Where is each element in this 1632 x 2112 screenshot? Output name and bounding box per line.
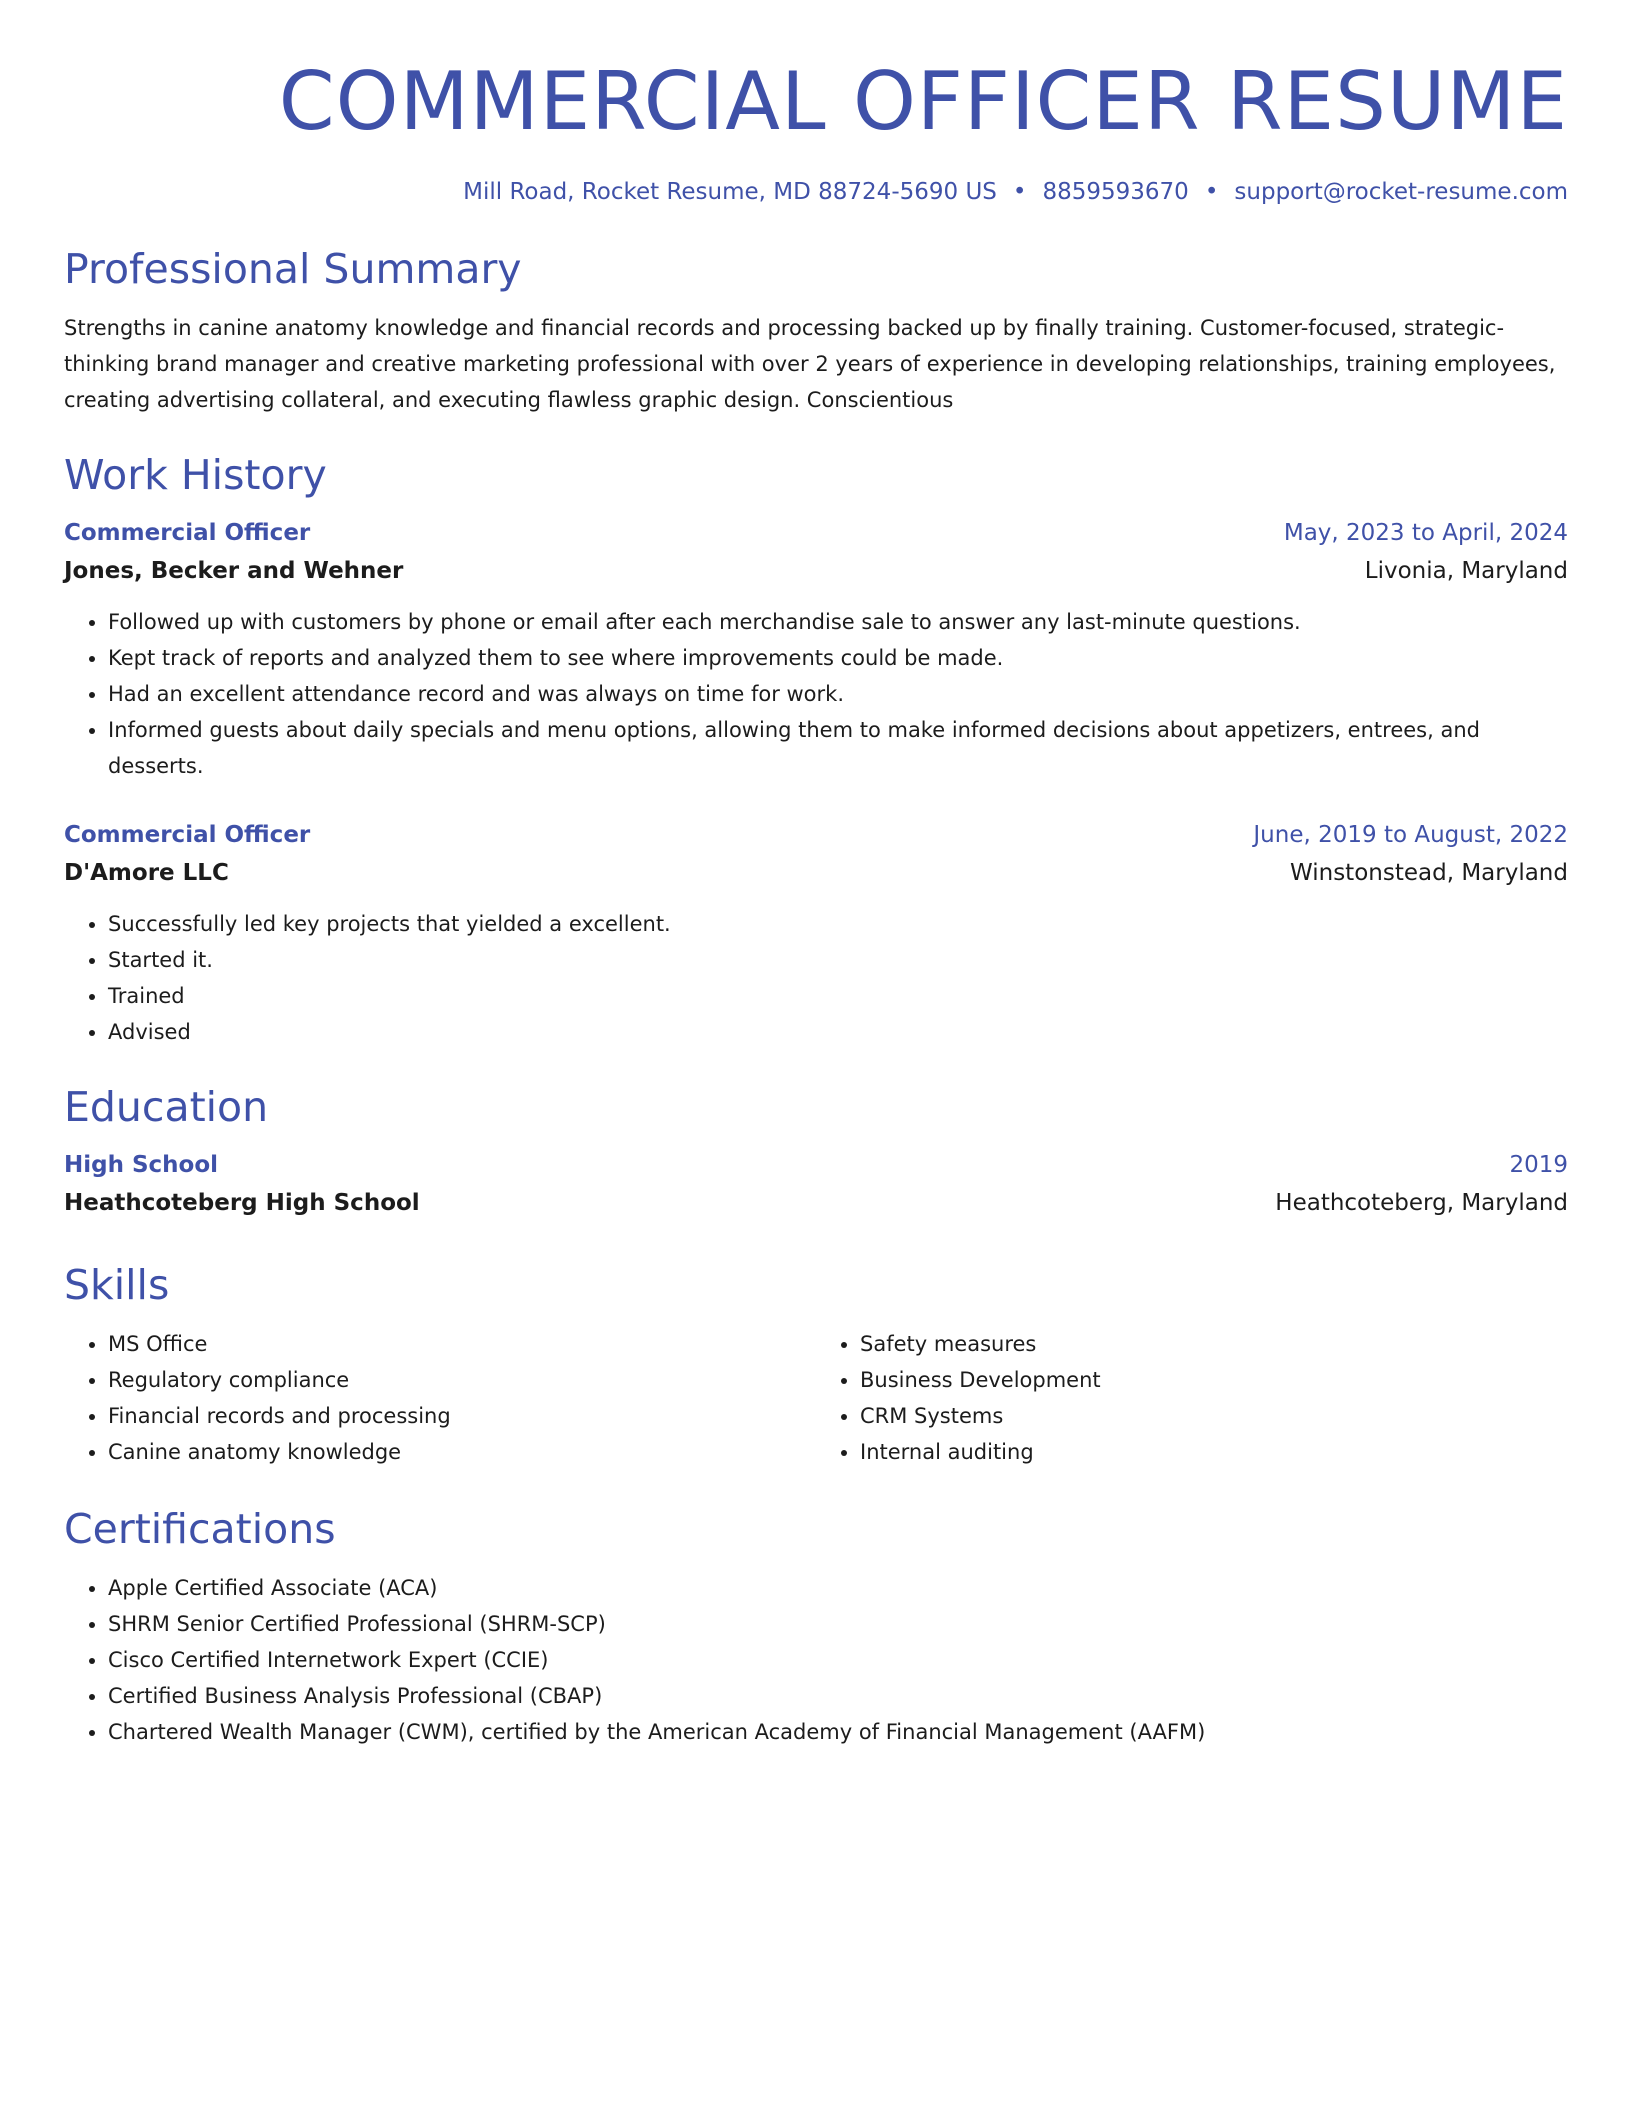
contact-address: Mill Road, Rocket Resume, MD 88724-5690 US [463, 179, 997, 205]
education-title-row [64, 1146, 1568, 1184]
education-school: Heathcoteberg High School [64, 1190, 420, 1216]
list-item: • SHRM Senior Certified Professional (SHRM-SCP) [108, 1606, 1568, 1642]
job-role: Commercial Officer [64, 822, 311, 848]
education-heading: Education [64, 1083, 269, 1131]
list-item: • Had an excellent attendance record and was always on time for work. [108, 676, 1568, 712]
list-item: • Trained [108, 978, 1568, 1014]
job-location: Livonia, Maryland [1364, 558, 1568, 584]
list-item: • Informed guests about daily specials and menu options, allowing them to make informed decisions about appetizers, entrees, and desserts. [108, 712, 1568, 784]
education-school-row [64, 1184, 1568, 1222]
education-degree: High School [64, 1152, 219, 1178]
list-item: • Followed up with customers by phone or email after each merchandise sale to answer any last-minute questions. [108, 604, 1568, 640]
list-item: • Financial records and processing [108, 1398, 816, 1434]
job-dates: May, 2023 to April, 2024 [1283, 520, 1568, 546]
skills-list-right [816, 1326, 1568, 1470]
certifications-heading: Certifications [64, 1505, 336, 1553]
list-item: • Advised [108, 1014, 1568, 1050]
list-item: • Chartered Wealth Manager (CWM), certified by the American Academy of Financial Management (AAFM) [108, 1714, 1568, 1750]
list-item: • Canine anatomy knowledge [108, 1434, 816, 1470]
list-item: • Started it. [108, 942, 1568, 978]
contact-separator: • [1012, 179, 1027, 205]
list-item: • Internal auditing [860, 1434, 1568, 1470]
education-entry [64, 1146, 1568, 1222]
contact-phone: 8859593670 [1042, 179, 1189, 205]
job-title-row [64, 816, 1568, 854]
job-bullets [64, 906, 1568, 1050]
job-company-row [64, 552, 1568, 590]
list-item: • Kept track of reports and analyzed them to see where improvements could be made. [108, 640, 1568, 676]
list-item: • Regulatory compliance [108, 1362, 816, 1398]
job-title-row [64, 514, 1568, 552]
job-dates: June, 2019 to August, 2022 [1253, 822, 1568, 848]
skills-grid [64, 1326, 1568, 1470]
job-location: Winstonstead, Maryland [1290, 860, 1568, 886]
list-item: • MS Office [108, 1326, 816, 1362]
summary-heading: Professional Summary [64, 245, 522, 293]
contact-email: support@rocket-resume.com [1234, 179, 1568, 205]
education-year: 2019 [1509, 1152, 1568, 1178]
list-item: • Cisco Certified Internetwork Expert (CCIE) [108, 1642, 1568, 1678]
summary-text: Strengths in canine anatomy knowledge and financial records and processing backed up by finally training. Customer-focused, strategic-thinking brand manager and creative marketing professional with over 2 years of experience in developing relationships, training employees, creating advertising collateral, and executing flawless graphic design. Conscientious [64, 316, 1556, 412]
page-title: COMMERCIAL OFFICER RESUME [278, 55, 1568, 148]
skills-list-left [64, 1326, 816, 1470]
list-item: • Certified Business Analysis Professional (CBAP) [108, 1678, 1568, 1714]
job-role: Commercial Officer [64, 520, 311, 546]
job-company: Jones, Becker and Wehner [64, 558, 404, 584]
education-location: Heathcoteberg, Maryland [1275, 1190, 1568, 1216]
contact-line [64, 176, 1568, 208]
job-entry [64, 816, 1568, 1050]
certifications-list [64, 1570, 1568, 1750]
job-entry [64, 514, 1568, 784]
resume-header [64, 50, 1568, 208]
list-item: • Business Development [860, 1362, 1568, 1398]
skills-heading: Skills [64, 1261, 170, 1309]
list-item: • Successfully led key projects that yielded a excellent. [108, 906, 1568, 942]
job-company: D'Amore LLC [64, 860, 229, 886]
list-item: • Apple Certified Associate (ACA) [108, 1570, 1568, 1606]
job-bullets [64, 604, 1568, 784]
list-item: • Safety measures [860, 1326, 1568, 1362]
job-company-row [64, 854, 1568, 892]
list-item: • CRM Systems [860, 1398, 1568, 1434]
work-history-heading: Work History [64, 451, 327, 499]
contact-separator: • [1204, 179, 1219, 205]
